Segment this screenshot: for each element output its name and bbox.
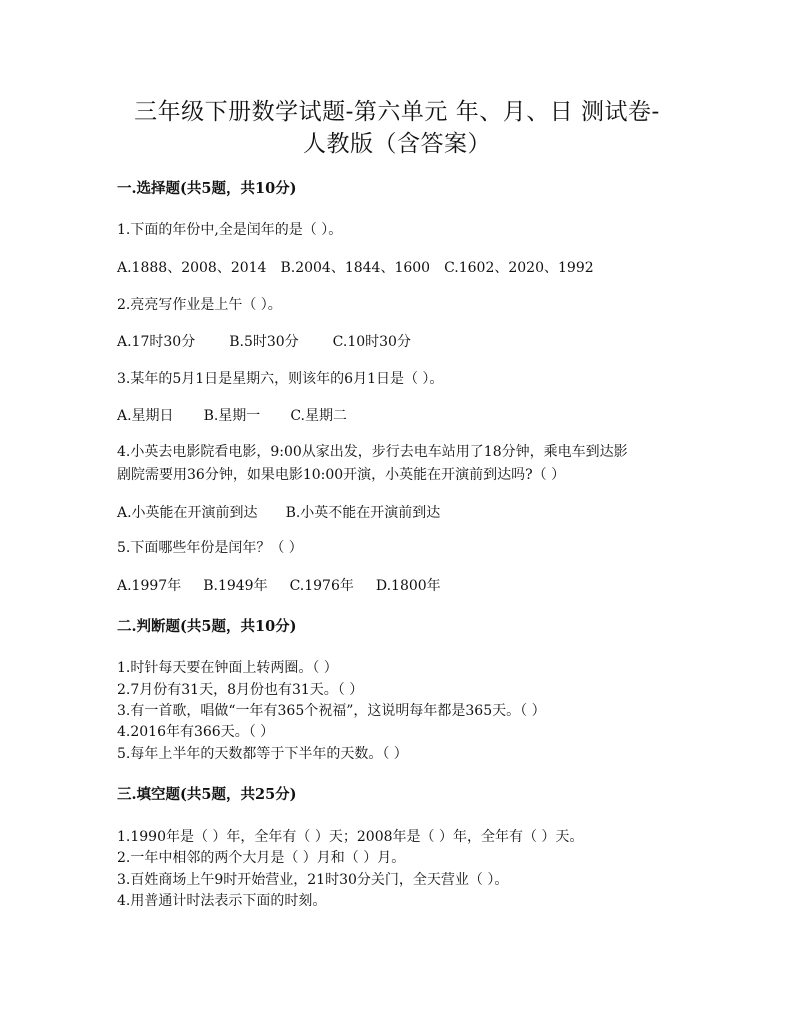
option-b: B.1949年 [203, 578, 268, 594]
fill-question-3: 3.百姓商场上午9时开始营业，21时30分关门，全天营业（ ）。 [117, 872, 509, 888]
judge-question-1: 1.时针每天要在钟面上转两圈。（ ） [117, 660, 338, 676]
option-a: A.17时30分 [117, 334, 196, 350]
choice-question-4-line-2: 剧院需要用36分钟，如果电影10:00开演，小英能在开演前到达吗?（ ） [117, 467, 566, 483]
section-heading-judge: 二.判断题(共5题，共10分) [117, 618, 297, 635]
judge-question-3: 3.有一首歌，唱做“一年有365个祝福”，这说明每年都是365天。（ ） [117, 703, 546, 719]
option-b: B.2004、1844、1600 [280, 260, 431, 276]
option-a: A.1997年 [117, 578, 182, 594]
option-a: A.小英能在开演前到达 [117, 505, 258, 521]
option-b: B.星期一 [203, 408, 261, 424]
choice-question-4-options [117, 503, 440, 523]
choice-question-3-options [117, 406, 347, 426]
option-d: D.1800年 [375, 578, 441, 594]
fill-question-2: 2.一年中相邻的两个大月是（ ）月和（ ）月。 [117, 850, 406, 866]
section-heading-choice: 一.选择题(共5题，共10分) [117, 180, 297, 197]
option-a: A.1888、2008、2014 [117, 260, 267, 276]
page-title-line-2: 人教版（含答案） [303, 131, 491, 157]
option-c: C.星期二 [290, 408, 347, 424]
choice-question-5-options [117, 576, 441, 596]
fill-question-4: 4.用普通计时法表示下面的时刻。 [117, 893, 327, 909]
option-c: C.10时30分 [332, 334, 411, 350]
choice-question-3: 3.某年的5月1日是星期六，则该年的6月1日是（ ）。 [117, 371, 444, 387]
option-b: B.5时30分 [229, 334, 299, 350]
option-c: C.1976年 [289, 578, 354, 594]
fill-question-1: 1.1990年是（ ）年，全年有（ ）天；2008年是（ ）年，全年有（ ）天。 [117, 829, 584, 845]
choice-question-5: 5.下面哪些年份是闰年？（ ） [117, 540, 303, 556]
choice-question-1: 1.下面的年份中,全是闰年的是（ ）。 [117, 222, 343, 238]
judge-question-5: 5.每年上半年的天数都等于下半年的天数。（ ） [117, 746, 408, 762]
judge-question-4: 4.2016年有366天。（ ） [117, 724, 275, 740]
section-heading-fill: 三.填空题(共5题，共25分) [117, 786, 297, 803]
option-b: B.小英不能在开演前到达 [285, 505, 441, 521]
choice-question-4-line-1: 4.小英去电影院看电影，9:00从家出发，步行去电车站用了18分钟，乘电车到达影 [117, 444, 628, 460]
judge-question-2: 2.7月份有31天，8月份也有31天。（ ） [117, 682, 364, 698]
choice-question-1-options [117, 258, 594, 278]
option-a: A.星期日 [117, 408, 174, 424]
page-title-line-1: 三年级下册数学试题-第六单元 年、月、日 测试卷- [134, 99, 660, 125]
choice-question-2: 2.亮亮写作业是上午（ ）。 [117, 297, 282, 313]
choice-question-2-options [117, 332, 411, 352]
option-c: C.1602、2020、1992 [444, 260, 594, 276]
